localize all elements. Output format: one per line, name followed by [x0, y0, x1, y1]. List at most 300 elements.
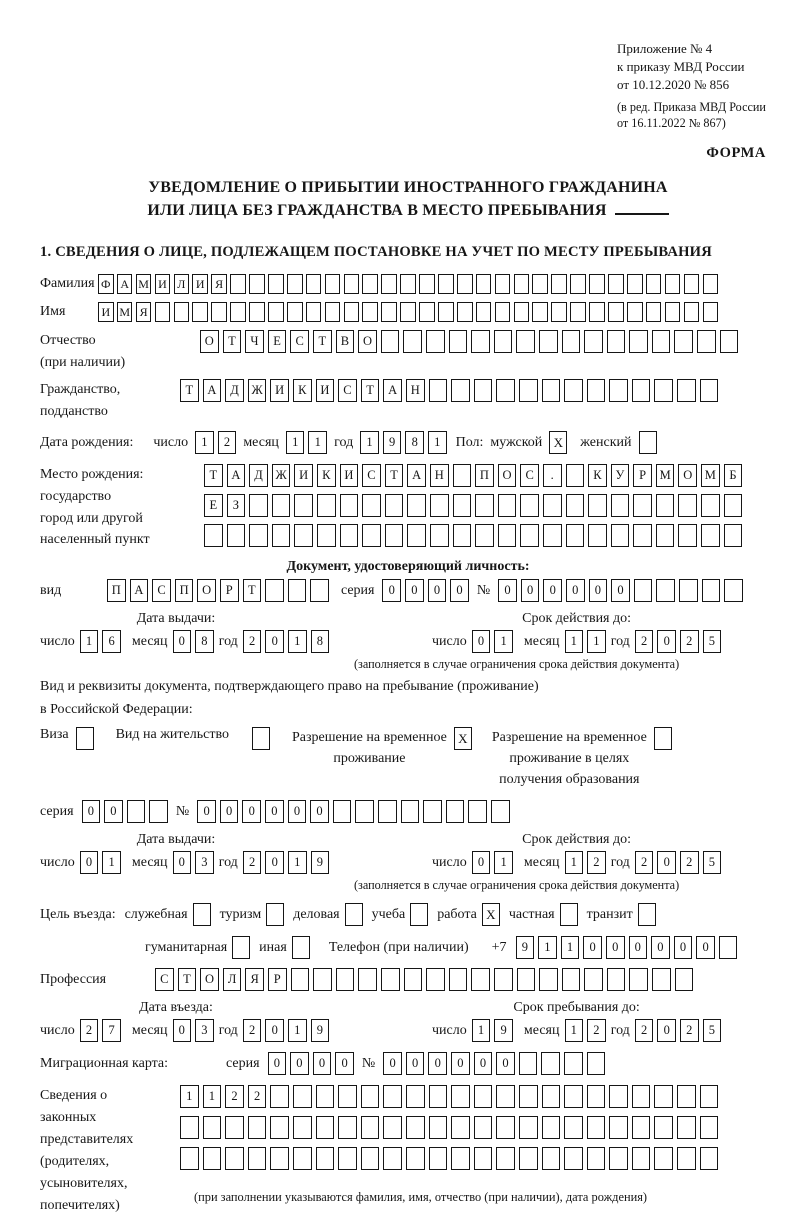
- form-cell[interactable]: И: [192, 274, 208, 294]
- form-cell[interactable]: [677, 379, 696, 402]
- migration-number-cells[interactable]: [383, 1052, 605, 1075]
- doc-issue-month-cells[interactable]: [173, 630, 214, 653]
- form-cell[interactable]: 9: [311, 851, 330, 874]
- form-cell[interactable]: 0: [674, 936, 693, 959]
- form-cell[interactable]: 2: [587, 1019, 606, 1042]
- form-cell[interactable]: 2: [680, 851, 699, 874]
- form-cell[interactable]: 0: [611, 579, 630, 602]
- form-cell[interactable]: 2: [635, 851, 654, 874]
- form-cell[interactable]: 0: [696, 936, 715, 959]
- form-cell[interactable]: 1: [428, 431, 447, 454]
- form-cell[interactable]: 0: [265, 800, 284, 823]
- form-cell[interactable]: [474, 1116, 493, 1139]
- visa-checkbox[interactable]: [76, 727, 94, 750]
- form-cell[interactable]: И: [155, 274, 171, 294]
- form-cell[interactable]: [656, 524, 675, 547]
- form-cell[interactable]: [584, 968, 603, 991]
- form-cell[interactable]: [491, 800, 510, 823]
- form-cell[interactable]: 0: [498, 579, 517, 602]
- form-cell[interactable]: Р: [268, 968, 287, 991]
- form-cell[interactable]: Н: [430, 464, 449, 487]
- form-cell[interactable]: Д: [225, 379, 244, 402]
- form-cell[interactable]: 1: [286, 431, 305, 454]
- birth-month-cells[interactable]: [286, 431, 327, 454]
- form-cell[interactable]: [211, 302, 227, 322]
- form-cell[interactable]: [317, 524, 336, 547]
- form-cell[interactable]: 0: [651, 936, 670, 959]
- form-cell[interactable]: М: [701, 464, 720, 487]
- birth-place-cells-row3[interactable]: [204, 524, 742, 547]
- form-cell[interactable]: С: [152, 579, 171, 602]
- form-cell[interactable]: 1: [288, 851, 307, 874]
- form-cell[interactable]: [633, 494, 652, 517]
- form-cell[interactable]: Т: [204, 464, 223, 487]
- form-cell[interactable]: [720, 330, 739, 353]
- form-cell[interactable]: 0: [451, 1052, 470, 1075]
- form-cell[interactable]: [471, 968, 490, 991]
- form-cell[interactable]: Ж: [248, 379, 267, 402]
- form-cell[interactable]: [270, 1116, 289, 1139]
- doc-valid-month-cells[interactable]: [565, 630, 606, 653]
- permit-series-cells[interactable]: [82, 800, 168, 823]
- form-cell[interactable]: [514, 302, 530, 322]
- form-cell[interactable]: [429, 1085, 448, 1108]
- form-cell[interactable]: [385, 524, 404, 547]
- form-cell[interactable]: 3: [195, 1019, 214, 1042]
- form-cell[interactable]: [519, 379, 538, 402]
- form-cell[interactable]: [203, 1147, 222, 1170]
- form-cell[interactable]: [381, 302, 397, 322]
- form-cell[interactable]: 0: [428, 579, 447, 602]
- entry-month-cells[interactable]: [173, 1019, 214, 1042]
- form-cell[interactable]: [385, 494, 404, 517]
- form-cell[interactable]: С: [338, 379, 357, 402]
- migration-series-cells[interactable]: [268, 1052, 354, 1075]
- form-cell[interactable]: [446, 800, 465, 823]
- form-cell[interactable]: [700, 379, 719, 402]
- form-cell[interactable]: 0: [197, 800, 216, 823]
- form-cell[interactable]: 2: [248, 1085, 267, 1108]
- form-cell[interactable]: [562, 330, 581, 353]
- permit-number-cells[interactable]: [197, 800, 509, 823]
- sex-female-checkbox[interactable]: [639, 431, 657, 454]
- form-cell[interactable]: Ч: [245, 330, 264, 353]
- permit-issue-month-cells[interactable]: [173, 851, 214, 874]
- form-cell[interactable]: 5: [703, 630, 722, 653]
- form-cell[interactable]: [541, 1052, 560, 1075]
- form-cell[interactable]: [419, 274, 435, 294]
- form-cell[interactable]: [272, 524, 291, 547]
- form-cell[interactable]: 1: [180, 1085, 199, 1108]
- form-cell[interactable]: 0: [173, 630, 192, 653]
- form-cell[interactable]: И: [98, 302, 114, 322]
- surname-cells[interactable]: [98, 274, 718, 294]
- form-cell[interactable]: [406, 1085, 425, 1108]
- form-cell[interactable]: [588, 524, 607, 547]
- form-cell[interactable]: [652, 968, 671, 991]
- form-cell[interactable]: [272, 494, 291, 517]
- form-cell[interactable]: [542, 1147, 561, 1170]
- form-cell[interactable]: [316, 1085, 335, 1108]
- form-cell[interactable]: [338, 1147, 357, 1170]
- form-cell[interactable]: 0: [583, 936, 602, 959]
- form-cell[interactable]: [609, 1085, 628, 1108]
- form-cell[interactable]: 6: [102, 630, 121, 653]
- form-cell[interactable]: [249, 494, 268, 517]
- form-cell[interactable]: И: [294, 464, 313, 487]
- form-cell[interactable]: [449, 330, 468, 353]
- form-cell[interactable]: С: [520, 464, 539, 487]
- form-cell[interactable]: [474, 379, 493, 402]
- doc-valid-day-cells[interactable]: [472, 630, 513, 653]
- form-cell[interactable]: [627, 274, 643, 294]
- form-cell[interactable]: [361, 1147, 380, 1170]
- form-cell[interactable]: [589, 302, 605, 322]
- form-cell[interactable]: 2: [243, 630, 262, 653]
- form-cell[interactable]: [702, 579, 721, 602]
- form-cell[interactable]: [611, 494, 630, 517]
- form-cell[interactable]: 0: [242, 800, 261, 823]
- permit-valid-day-cells[interactable]: [472, 851, 513, 874]
- form-cell[interactable]: [566, 464, 585, 487]
- birth-place-cells-row2[interactable]: [204, 494, 742, 517]
- form-cell[interactable]: [193, 903, 211, 926]
- form-cell[interactable]: [519, 1052, 538, 1075]
- form-cell[interactable]: [627, 302, 643, 322]
- form-cell[interactable]: [564, 1147, 583, 1170]
- form-cell[interactable]: [560, 903, 578, 926]
- form-cell[interactable]: [316, 1147, 335, 1170]
- form-cell[interactable]: Л: [174, 274, 190, 294]
- form-cell[interactable]: 1: [195, 431, 214, 454]
- form-cell[interactable]: [634, 579, 653, 602]
- form-cell[interactable]: 1: [308, 431, 327, 454]
- purpose-business-checkbox[interactable]: [345, 903, 363, 926]
- form-cell[interactable]: Е: [268, 330, 287, 353]
- form-cell[interactable]: [438, 274, 454, 294]
- form-cell[interactable]: Т: [313, 330, 332, 353]
- form-cell[interactable]: [542, 1085, 561, 1108]
- form-cell[interactable]: [632, 1147, 651, 1170]
- form-cell[interactable]: 1: [494, 851, 513, 874]
- form-cell[interactable]: [629, 968, 648, 991]
- form-cell[interactable]: [684, 302, 700, 322]
- form-cell[interactable]: [381, 274, 397, 294]
- form-cell[interactable]: [270, 1085, 289, 1108]
- form-cell[interactable]: [362, 302, 378, 322]
- form-cell[interactable]: [543, 524, 562, 547]
- form-cell[interactable]: [519, 1147, 538, 1170]
- form-cell[interactable]: [292, 936, 310, 959]
- form-cell[interactable]: [227, 524, 246, 547]
- form-cell[interactable]: [475, 524, 494, 547]
- form-cell[interactable]: [587, 1085, 606, 1108]
- form-cell[interactable]: А: [407, 464, 426, 487]
- form-cell[interactable]: [564, 1085, 583, 1108]
- form-cell[interactable]: [539, 330, 558, 353]
- form-cell[interactable]: Т: [180, 379, 199, 402]
- form-cell[interactable]: [381, 968, 400, 991]
- form-cell[interactable]: 5: [703, 1019, 722, 1042]
- form-cell[interactable]: [451, 1116, 470, 1139]
- form-cell[interactable]: 0: [406, 1052, 425, 1075]
- form-cell[interactable]: [678, 524, 697, 547]
- form-cell[interactable]: [438, 302, 454, 322]
- form-cell[interactable]: [551, 274, 567, 294]
- form-cell[interactable]: 9: [494, 1019, 513, 1042]
- form-cell[interactable]: Я: [136, 302, 152, 322]
- form-cell[interactable]: 1: [472, 1019, 491, 1042]
- form-cell[interactable]: 8: [195, 630, 214, 653]
- form-cell[interactable]: [654, 1147, 673, 1170]
- birth-year-cells[interactable]: [360, 431, 446, 454]
- form-cell[interactable]: 2: [80, 1019, 99, 1042]
- form-cell[interactable]: [451, 379, 470, 402]
- form-cell[interactable]: [654, 379, 673, 402]
- form-cell[interactable]: [566, 494, 585, 517]
- form-cell[interactable]: О: [197, 579, 216, 602]
- form-cell[interactable]: [407, 494, 426, 517]
- form-cell[interactable]: Л: [223, 968, 242, 991]
- purpose-tourism-checkbox[interactable]: [266, 903, 284, 926]
- form-cell[interactable]: 0: [313, 1052, 332, 1075]
- form-cell[interactable]: [249, 274, 265, 294]
- form-cell[interactable]: [429, 1116, 448, 1139]
- form-cell[interactable]: Т: [385, 464, 404, 487]
- doc-issue-year-cells[interactable]: [243, 630, 329, 653]
- form-cell[interactable]: [268, 302, 284, 322]
- form-cell[interactable]: [654, 1085, 673, 1108]
- form-cell[interactable]: 2: [680, 630, 699, 653]
- form-cell[interactable]: [381, 330, 400, 353]
- purpose-humanitarian-checkbox[interactable]: [232, 936, 250, 959]
- form-cell[interactable]: [519, 1085, 538, 1108]
- representatives-cells-row3[interactable]: [180, 1147, 718, 1170]
- form-cell[interactable]: [476, 274, 492, 294]
- form-cell[interactable]: [607, 968, 626, 991]
- form-cell[interactable]: 1: [587, 630, 606, 653]
- form-cell[interactable]: X: [549, 431, 567, 454]
- form-cell[interactable]: [697, 330, 716, 353]
- form-cell[interactable]: 0: [450, 579, 469, 602]
- form-cell[interactable]: 1: [203, 1085, 222, 1108]
- form-cell[interactable]: 0: [310, 800, 329, 823]
- form-cell[interactable]: [654, 1116, 673, 1139]
- permit-valid-year-cells[interactable]: [635, 851, 721, 874]
- form-cell[interactable]: [719, 936, 738, 959]
- form-cell[interactable]: 0: [496, 1052, 515, 1075]
- form-cell[interactable]: 1: [561, 936, 580, 959]
- purpose-official-checkbox[interactable]: [193, 903, 211, 926]
- form-cell[interactable]: Я: [245, 968, 264, 991]
- form-cell[interactable]: Ф: [98, 274, 114, 294]
- form-cell[interactable]: Р: [220, 579, 239, 602]
- form-cell[interactable]: С: [155, 968, 174, 991]
- form-cell[interactable]: 0: [472, 630, 491, 653]
- form-cell[interactable]: [457, 302, 473, 322]
- form-cell[interactable]: 3: [195, 851, 214, 874]
- form-cell[interactable]: [654, 727, 672, 750]
- stay-year-cells[interactable]: [635, 1019, 721, 1042]
- form-cell[interactable]: [203, 1116, 222, 1139]
- form-cell[interactable]: X: [454, 727, 472, 750]
- form-cell[interactable]: [419, 302, 435, 322]
- form-cell[interactable]: [76, 727, 94, 750]
- purpose-transit-checkbox[interactable]: [638, 903, 656, 926]
- form-cell[interactable]: [430, 524, 449, 547]
- form-cell[interactable]: [566, 524, 585, 547]
- form-cell[interactable]: [570, 274, 586, 294]
- sex-male-checkbox[interactable]: [549, 431, 567, 454]
- form-cell[interactable]: [587, 1147, 606, 1170]
- form-cell[interactable]: [453, 524, 472, 547]
- form-cell[interactable]: 1: [360, 431, 379, 454]
- phone-cells[interactable]: [516, 936, 738, 959]
- form-cell[interactable]: [362, 524, 381, 547]
- form-cell[interactable]: [542, 1116, 561, 1139]
- form-cell[interactable]: 9: [383, 431, 402, 454]
- form-cell[interactable]: [306, 274, 322, 294]
- temp-permit-checkbox[interactable]: [454, 727, 472, 750]
- form-cell[interactable]: О: [498, 464, 517, 487]
- form-cell[interactable]: [383, 1116, 402, 1139]
- stay-day-cells[interactable]: [472, 1019, 513, 1042]
- form-cell[interactable]: О: [678, 464, 697, 487]
- form-cell[interactable]: 7: [102, 1019, 121, 1042]
- form-cell[interactable]: [562, 968, 581, 991]
- form-cell[interactable]: А: [117, 274, 133, 294]
- form-cell[interactable]: 0: [173, 1019, 192, 1042]
- form-cell[interactable]: [406, 1147, 425, 1170]
- form-cell[interactable]: [517, 968, 536, 991]
- doc-type-cells[interactable]: [107, 579, 329, 602]
- form-cell[interactable]: [400, 302, 416, 322]
- form-cell[interactable]: [475, 494, 494, 517]
- entry-day-cells[interactable]: [80, 1019, 121, 1042]
- form-cell[interactable]: [451, 1085, 470, 1108]
- form-cell[interactable]: 2: [225, 1085, 244, 1108]
- form-cell[interactable]: 0: [382, 579, 401, 602]
- form-cell[interactable]: 0: [474, 1052, 493, 1075]
- form-cell[interactable]: [362, 274, 378, 294]
- form-cell[interactable]: [656, 579, 675, 602]
- form-cell[interactable]: 0: [268, 1052, 287, 1075]
- form-cell[interactable]: [587, 1116, 606, 1139]
- form-cell[interactable]: [543, 494, 562, 517]
- form-cell[interactable]: [430, 494, 449, 517]
- form-cell[interactable]: [609, 1116, 628, 1139]
- form-cell[interactable]: [678, 494, 697, 517]
- form-cell[interactable]: [293, 1085, 312, 1108]
- form-cell[interactable]: М: [656, 464, 675, 487]
- form-cell[interactable]: О: [358, 330, 377, 353]
- form-cell[interactable]: [155, 302, 171, 322]
- doc-valid-year-cells[interactable]: [635, 630, 721, 653]
- form-cell[interactable]: 0: [657, 851, 676, 874]
- form-cell[interactable]: 2: [218, 431, 237, 454]
- form-cell[interactable]: 0: [566, 579, 585, 602]
- form-cell[interactable]: 0: [657, 1019, 676, 1042]
- form-cell[interactable]: [700, 1147, 719, 1170]
- form-cell[interactable]: 0: [521, 579, 540, 602]
- citizenship-cells[interactable]: [180, 379, 718, 402]
- form-cell[interactable]: [325, 302, 341, 322]
- form-cell[interactable]: [457, 274, 473, 294]
- form-cell[interactable]: И: [340, 464, 359, 487]
- form-cell[interactable]: [316, 1116, 335, 1139]
- form-cell[interactable]: [383, 1147, 402, 1170]
- form-cell[interactable]: Д: [249, 464, 268, 487]
- form-cell[interactable]: [674, 330, 693, 353]
- form-cell[interactable]: [293, 1147, 312, 1170]
- form-cell[interactable]: 0: [265, 1019, 284, 1042]
- form-cell[interactable]: [294, 494, 313, 517]
- form-cell[interactable]: [429, 379, 448, 402]
- form-cell[interactable]: М: [117, 302, 133, 322]
- form-cell[interactable]: [310, 579, 329, 602]
- form-cell[interactable]: [632, 1116, 651, 1139]
- form-cell[interactable]: [700, 1116, 719, 1139]
- form-cell[interactable]: Я: [211, 274, 227, 294]
- form-cell[interactable]: [287, 274, 303, 294]
- form-cell[interactable]: [306, 302, 322, 322]
- form-cell[interactable]: 0: [405, 579, 424, 602]
- form-cell[interactable]: [564, 1116, 583, 1139]
- form-cell[interactable]: [451, 1147, 470, 1170]
- doc-issue-day-cells[interactable]: [80, 630, 121, 653]
- form-cell[interactable]: 2: [680, 1019, 699, 1042]
- form-cell[interactable]: Т: [243, 579, 262, 602]
- form-cell[interactable]: [588, 494, 607, 517]
- form-cell[interactable]: [495, 302, 511, 322]
- form-cell[interactable]: [225, 1147, 244, 1170]
- form-cell[interactable]: 0: [288, 800, 307, 823]
- form-cell[interactable]: [638, 903, 656, 926]
- form-cell[interactable]: У: [611, 464, 630, 487]
- form-cell[interactable]: [429, 1147, 448, 1170]
- form-cell[interactable]: О: [200, 968, 219, 991]
- form-cell[interactable]: И: [316, 379, 335, 402]
- form-cell[interactable]: [344, 274, 360, 294]
- form-cell[interactable]: [629, 330, 648, 353]
- form-cell[interactable]: [426, 968, 445, 991]
- form-cell[interactable]: 2: [243, 1019, 262, 1042]
- form-cell[interactable]: 1: [288, 1019, 307, 1042]
- form-cell[interactable]: [358, 968, 377, 991]
- form-cell[interactable]: [344, 302, 360, 322]
- form-cell[interactable]: 1: [565, 1019, 584, 1042]
- form-cell[interactable]: [564, 379, 583, 402]
- form-cell[interactable]: Т: [223, 330, 242, 353]
- form-cell[interactable]: [293, 1116, 312, 1139]
- form-cell[interactable]: [406, 1116, 425, 1139]
- form-cell[interactable]: [679, 579, 698, 602]
- form-cell[interactable]: Н: [406, 379, 425, 402]
- form-cell[interactable]: [675, 968, 694, 991]
- form-cell[interactable]: [325, 274, 341, 294]
- form-cell[interactable]: Р: [633, 464, 652, 487]
- form-cell[interactable]: [724, 524, 743, 547]
- form-cell[interactable]: [532, 274, 548, 294]
- form-cell[interactable]: А: [227, 464, 246, 487]
- form-cell[interactable]: [230, 302, 246, 322]
- form-cell[interactable]: [180, 1116, 199, 1139]
- form-cell[interactable]: [287, 302, 303, 322]
- form-cell[interactable]: 9: [311, 1019, 330, 1042]
- purpose-private-checkbox[interactable]: [560, 903, 578, 926]
- form-cell[interactable]: П: [107, 579, 126, 602]
- form-cell[interactable]: [345, 903, 363, 926]
